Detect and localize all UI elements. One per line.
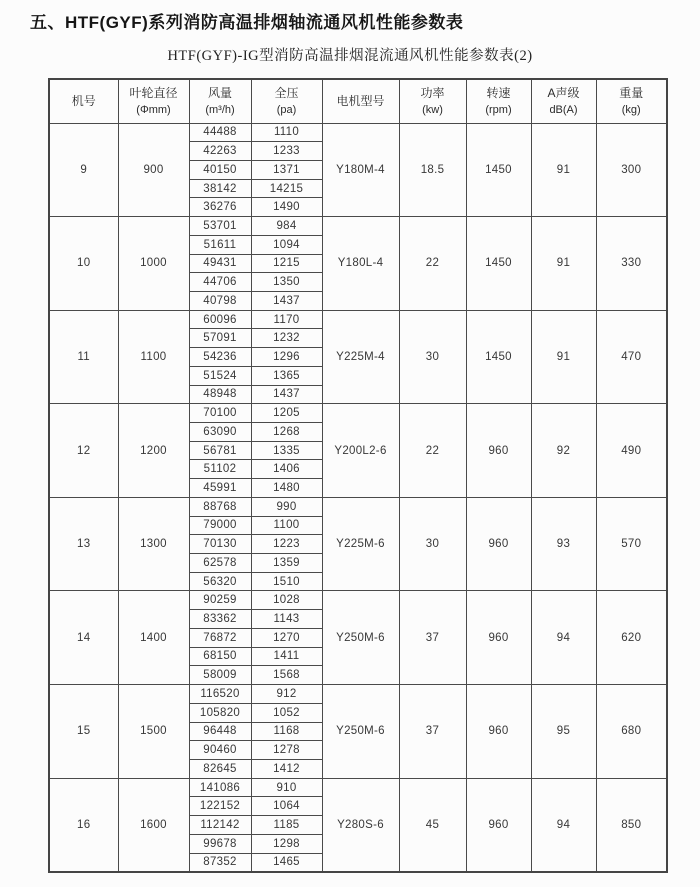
airflow-cell: 40150 [189, 160, 251, 179]
motor-model-cell: Y180L-4 [322, 217, 399, 311]
col-label: 全压 [274, 85, 299, 100]
pressure-cell: 1465 [251, 853, 322, 872]
airflow-cell: 141086 [189, 778, 251, 797]
impeller-diameter-cell: 1400 [118, 591, 189, 685]
table-row [49, 497, 667, 516]
speed-cell: 960 [466, 591, 531, 685]
weight-cell: 680 [596, 685, 667, 779]
pressure-cell: 1094 [251, 235, 322, 254]
pressure-cell: 1170 [251, 310, 322, 329]
pressure-cell: 1412 [251, 759, 322, 778]
table-row [49, 685, 667, 704]
pressure-cell: 1205 [251, 404, 322, 423]
table-body [49, 123, 667, 872]
model-no-cell: 10 [49, 217, 118, 311]
pressure-cell: 1298 [251, 834, 322, 853]
airflow-cell: 68150 [189, 647, 251, 666]
pressure-cell: 1335 [251, 441, 322, 460]
table-row [49, 123, 667, 142]
airflow-cell: 90259 [189, 591, 251, 610]
airflow-cell: 58009 [189, 666, 251, 685]
impeller-diameter-cell: 1300 [118, 497, 189, 591]
speed-cell: 1450 [466, 123, 531, 217]
pressure-cell: 1359 [251, 554, 322, 573]
power-cell: 45 [399, 778, 466, 872]
col-header-power [399, 79, 466, 123]
col-header-noise-level [531, 79, 596, 123]
noise-cell: 95 [531, 685, 596, 779]
airflow-cell: 99678 [189, 834, 251, 853]
speed-cell: 960 [466, 685, 531, 779]
airflow-cell: 57091 [189, 329, 251, 348]
model-no-cell: 12 [49, 404, 118, 498]
col-label: A声级 [547, 85, 580, 100]
airflow-cell: 96448 [189, 722, 251, 741]
pressure-cell: 1510 [251, 572, 322, 591]
noise-cell: 91 [531, 217, 596, 311]
airflow-cell: 122152 [189, 797, 251, 816]
airflow-cell: 88768 [189, 497, 251, 516]
noise-cell: 91 [531, 310, 596, 404]
col-header-speed [466, 79, 531, 123]
power-cell: 22 [399, 404, 466, 498]
airflow-cell: 79000 [189, 516, 251, 535]
pressure-cell: 1143 [251, 610, 322, 629]
col-header-model-no [49, 79, 118, 123]
airflow-cell: 45991 [189, 479, 251, 498]
power-cell: 18.5 [399, 123, 466, 217]
model-no-cell: 15 [49, 685, 118, 779]
airflow-cell: 36276 [189, 198, 251, 217]
col-unit: (pa) [276, 103, 297, 116]
impeller-diameter-cell: 1100 [118, 310, 189, 404]
col-unit: (kw) [422, 103, 443, 116]
table-header [49, 79, 667, 123]
pressure-cell: 1052 [251, 703, 322, 722]
col-label: 功率 [420, 85, 445, 100]
col-unit: (m³/h) [205, 103, 235, 116]
noise-cell: 94 [531, 778, 596, 872]
pressure-cell: 1371 [251, 160, 322, 179]
col-label: 重量 [619, 85, 644, 100]
power-cell: 22 [399, 217, 466, 311]
airflow-cell: 112142 [189, 816, 251, 835]
pressure-cell: 1185 [251, 816, 322, 835]
impeller-diameter-cell: 1600 [118, 778, 189, 872]
model-no-cell: 16 [49, 778, 118, 872]
pressure-cell: 990 [251, 497, 322, 516]
airflow-cell: 56320 [189, 572, 251, 591]
weight-cell: 620 [596, 591, 667, 685]
col-label: 风量 [207, 85, 232, 100]
pressure-cell: 1437 [251, 291, 322, 310]
airflow-cell: 116520 [189, 685, 251, 704]
speed-cell: 960 [466, 778, 531, 872]
weight-cell: 570 [596, 497, 667, 591]
col-unit: (rpm) [485, 103, 512, 116]
airflow-cell: 38142 [189, 179, 251, 198]
speed-cell: 1450 [466, 217, 531, 311]
airflow-cell: 76872 [189, 628, 251, 647]
fan-performance-table [48, 78, 668, 873]
pressure-cell: 1215 [251, 254, 322, 273]
pressure-cell: 1365 [251, 366, 322, 385]
page-title: 五、HTF(GYF)系列消防高温排烟轴流通风机性能参数表 [30, 13, 464, 32]
pressure-cell: 1411 [251, 647, 322, 666]
noise-cell: 94 [531, 591, 596, 685]
weight-cell: 850 [596, 778, 667, 872]
pressure-cell: 14215 [251, 179, 322, 198]
pressure-cell: 1490 [251, 198, 322, 217]
col-label: 转速 [486, 85, 511, 100]
pressure-cell: 1028 [251, 591, 322, 610]
motor-model-cell: Y280S-6 [322, 778, 399, 872]
impeller-diameter-cell: 1000 [118, 217, 189, 311]
airflow-cell: 70100 [189, 404, 251, 423]
airflow-cell: 83362 [189, 610, 251, 629]
table-row [49, 310, 667, 329]
weight-cell: 490 [596, 404, 667, 498]
airflow-cell: 70130 [189, 535, 251, 554]
pressure-cell: 1168 [251, 722, 322, 741]
motor-model-cell: Y200L2-6 [322, 404, 399, 498]
pressure-cell: 1110 [251, 123, 322, 142]
speed-cell: 960 [466, 404, 531, 498]
power-cell: 37 [399, 685, 466, 779]
airflow-cell: 53701 [189, 217, 251, 236]
pressure-cell: 1270 [251, 628, 322, 647]
impeller-diameter-cell: 1200 [118, 404, 189, 498]
pressure-cell: 984 [251, 217, 322, 236]
pressure-cell: 1268 [251, 423, 322, 442]
pressure-cell: 1232 [251, 329, 322, 348]
pressure-cell: 1296 [251, 348, 322, 367]
power-cell: 30 [399, 497, 466, 591]
airflow-cell: 60096 [189, 310, 251, 329]
weight-cell: 300 [596, 123, 667, 217]
airflow-cell: 63090 [189, 423, 251, 442]
pressure-cell: 1064 [251, 797, 322, 816]
col-label: 机号 [71, 94, 96, 109]
airflow-cell: 62578 [189, 554, 251, 573]
model-no-cell: 14 [49, 591, 118, 685]
weight-cell: 470 [596, 310, 667, 404]
col-unit: dB(A) [549, 103, 578, 116]
table-row [49, 217, 667, 236]
table-row [49, 404, 667, 423]
model-no-cell: 13 [49, 497, 118, 591]
motor-model-cell: Y180M-4 [322, 123, 399, 217]
airflow-cell: 44706 [189, 273, 251, 292]
airflow-cell: 48948 [189, 385, 251, 404]
col-label: 电机型号 [336, 94, 385, 109]
airflow-cell: 51524 [189, 366, 251, 385]
col-header-airflow [189, 79, 251, 123]
airflow-cell: 42263 [189, 142, 251, 161]
pressure-cell: 1406 [251, 460, 322, 479]
motor-model-cell: Y250M-6 [322, 591, 399, 685]
airflow-cell: 87352 [189, 853, 251, 872]
airflow-cell: 49431 [189, 254, 251, 273]
col-label: 叶轮直径 [129, 85, 178, 100]
model-no-cell: 11 [49, 310, 118, 404]
airflow-cell: 51102 [189, 460, 251, 479]
airflow-cell: 51611 [189, 235, 251, 254]
airflow-cell: 44488 [189, 123, 251, 142]
impeller-diameter-cell: 900 [118, 123, 189, 217]
table-subtitle: HTF(GYF)-IG型消防高温排烟混流通风机性能参数表(2) [167, 48, 533, 64]
pressure-cell: 1100 [251, 516, 322, 535]
airflow-cell: 90460 [189, 741, 251, 760]
col-header-impeller-diameter [118, 79, 189, 123]
model-no-cell: 9 [49, 123, 118, 217]
col-header-total-pressure [251, 79, 322, 123]
col-unit: (kg) [621, 103, 641, 116]
noise-cell: 91 [531, 123, 596, 217]
pressure-cell: 910 [251, 778, 322, 797]
motor-model-cell: Y225M-6 [322, 497, 399, 591]
col-header-weight [596, 79, 667, 123]
table-row [49, 591, 667, 610]
speed-cell: 960 [466, 497, 531, 591]
pressure-cell: 1568 [251, 666, 322, 685]
pressure-cell: 912 [251, 685, 322, 704]
weight-cell: 330 [596, 217, 667, 311]
airflow-cell: 40798 [189, 291, 251, 310]
motor-model-cell: Y250M-6 [322, 685, 399, 779]
airflow-cell: 82645 [189, 759, 251, 778]
motor-model-cell: Y225M-4 [322, 310, 399, 404]
airflow-cell: 54236 [189, 348, 251, 367]
impeller-diameter-cell: 1500 [118, 685, 189, 779]
col-unit: (Φmm) [136, 103, 171, 116]
header-row [49, 79, 667, 123]
pressure-cell: 1223 [251, 535, 322, 554]
noise-cell: 92 [531, 404, 596, 498]
pressure-cell: 1437 [251, 385, 322, 404]
power-cell: 37 [399, 591, 466, 685]
pressure-cell: 1278 [251, 741, 322, 760]
table-row [49, 778, 667, 797]
power-cell: 30 [399, 310, 466, 404]
col-header-motor-model [322, 79, 399, 123]
pressure-cell: 1233 [251, 142, 322, 161]
pressure-cell: 1480 [251, 479, 322, 498]
noise-cell: 93 [531, 497, 596, 591]
airflow-cell: 56781 [189, 441, 251, 460]
pressure-cell: 1350 [251, 273, 322, 292]
airflow-cell: 105820 [189, 703, 251, 722]
speed-cell: 1450 [466, 310, 531, 404]
